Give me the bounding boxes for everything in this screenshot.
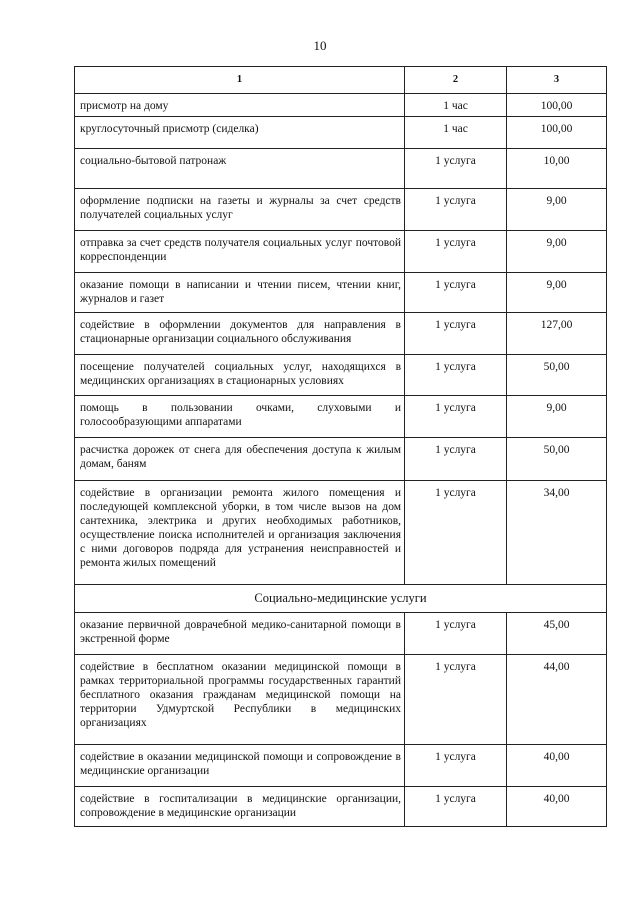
service-name: содействие в бесплатном оказании медицинской помощи в рамках территориальной программы государственных гарантий бесплатного оказания гражданам медицинской помощи на территории Удмуртской Республики в медицинских организациях bbox=[75, 655, 405, 745]
column-header-3: 3 bbox=[507, 67, 607, 94]
service-name: оказание помощи в написании и чтении писем, чтении книг, журналов и газет bbox=[75, 273, 405, 313]
service-price: 9,00 bbox=[507, 396, 607, 438]
service-unit: 1 услуга bbox=[405, 189, 507, 231]
service-price: 50,00 bbox=[507, 438, 607, 481]
service-name: социально-бытовой патронаж bbox=[75, 149, 405, 189]
service-price: 100,00 bbox=[507, 117, 607, 149]
service-name: расчистка дорожек от снега для обеспечения доступа к жилым домам, баням bbox=[75, 438, 405, 481]
service-price: 34,00 bbox=[507, 481, 607, 585]
table-row bbox=[75, 655, 607, 745]
table-row bbox=[75, 355, 607, 396]
table-row bbox=[75, 94, 607, 117]
table-row bbox=[75, 231, 607, 273]
service-unit: 1 час bbox=[405, 117, 507, 149]
service-name: оформление подписки на газеты и журналы за счет средств получателей социальных услуг bbox=[75, 189, 405, 231]
table-row bbox=[75, 787, 607, 827]
service-name: содействие в госпитализации в медицинские организации, сопровождение в медицинские организации bbox=[75, 787, 405, 827]
service-unit: 1 услуга bbox=[405, 481, 507, 585]
service-unit: 1 услуга bbox=[405, 655, 507, 745]
service-name: помощь в пользовании очками, слуховыми и голосообразующими аппаратами bbox=[75, 396, 405, 438]
table-row bbox=[75, 149, 607, 189]
service-name: содействие в организации ремонта жилого помещения и последующей комплексной уборки, в том числе вызов на дом сантехника, электрика и других необходимых работников, осуществление поиска исполнителей и организация заключения с ними договоров подряда для устранения неисправностей и ремонта жилых помещений bbox=[75, 481, 405, 585]
service-unit: 1 услуга bbox=[405, 149, 507, 189]
service-unit: 1 услуга bbox=[405, 273, 507, 313]
table-row bbox=[75, 273, 607, 313]
service-price: 9,00 bbox=[507, 231, 607, 273]
service-unit: 1 услуга bbox=[405, 231, 507, 273]
table-row bbox=[75, 313, 607, 355]
service-unit: 1 услуга bbox=[405, 745, 507, 787]
service-name: посещение получателей социальных услуг, находящихся в медицинских организациях в стационарных условиях bbox=[75, 355, 405, 396]
service-name: оказание первичной доврачебной медико-санитарной помощи в экстренной форме bbox=[75, 613, 405, 655]
table-row bbox=[75, 396, 607, 438]
table-row bbox=[75, 189, 607, 231]
service-name: круглосуточный присмотр (сиделка) bbox=[75, 117, 405, 149]
service-price: 40,00 bbox=[507, 787, 607, 827]
table-row bbox=[75, 745, 607, 787]
service-unit: 1 услуга bbox=[405, 438, 507, 481]
service-unit: 1 услуга bbox=[405, 613, 507, 655]
service-price: 127,00 bbox=[507, 313, 607, 355]
column-header-2: 2 bbox=[405, 67, 507, 94]
services-table bbox=[74, 66, 607, 827]
service-price: 40,00 bbox=[507, 745, 607, 787]
service-unit: 1 услуга bbox=[405, 355, 507, 396]
table-row bbox=[75, 438, 607, 481]
service-price: 9,00 bbox=[507, 189, 607, 231]
section-title: Социально-медицинские услуги bbox=[75, 585, 607, 613]
table-row bbox=[75, 481, 607, 585]
section-row bbox=[75, 585, 607, 613]
service-price: 45,00 bbox=[507, 613, 607, 655]
service-name: содействие в оказании медицинской помощи и сопровождение в медицинские организации bbox=[75, 745, 405, 787]
column-header-1: 1 bbox=[75, 67, 405, 94]
table-row bbox=[75, 117, 607, 149]
service-unit: 1 услуга bbox=[405, 313, 507, 355]
service-price: 44,00 bbox=[507, 655, 607, 745]
service-price: 50,00 bbox=[507, 355, 607, 396]
service-unit: 1 услуга bbox=[405, 396, 507, 438]
service-unit: 1 час bbox=[405, 94, 507, 117]
header-row bbox=[75, 67, 607, 94]
service-name: присмотр на дому bbox=[75, 94, 405, 117]
service-name: содействие в оформлении документов для направления в стационарные организации социального обслуживания bbox=[75, 313, 405, 355]
service-price: 9,00 bbox=[507, 273, 607, 313]
page-number: 10 bbox=[313, 38, 327, 53]
service-price: 100,00 bbox=[507, 94, 607, 117]
service-unit: 1 услуга bbox=[405, 787, 507, 827]
service-price: 10,00 bbox=[507, 149, 607, 189]
service-name: отправка за счет средств получателя социальных услуг почтовой корреспонденции bbox=[75, 231, 405, 273]
table-row bbox=[75, 613, 607, 655]
